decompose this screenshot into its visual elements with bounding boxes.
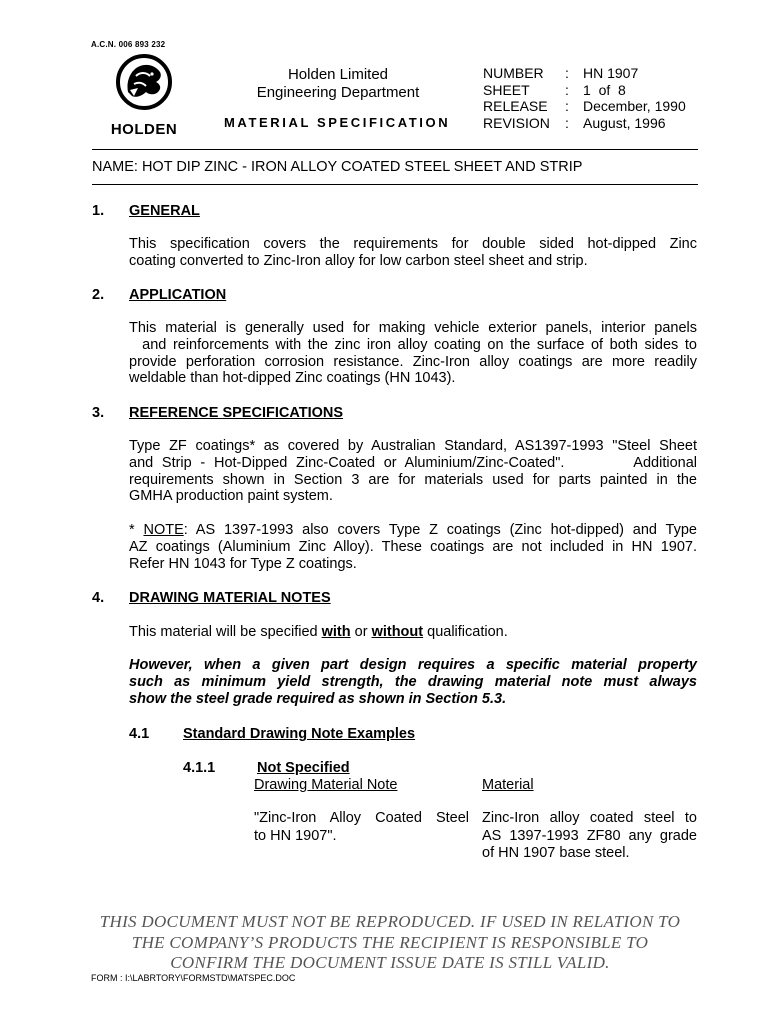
department-name: Engineering Department: [256, 84, 420, 101]
text-line: "Zinc-Iron Alloy Coated Steel: [254, 810, 469, 826]
logo-wordmark: HOLDEN: [110, 121, 178, 138]
section-number: 1.: [92, 203, 105, 219]
acn-number: A.C.N. 006 893 232: [91, 40, 166, 49]
meta-key: REVISION: [483, 114, 550, 131]
subsection-title: Not Specified: [257, 760, 350, 776]
text-line: GMHA production paint system.: [129, 488, 333, 505]
text-line: AS 1397-1993 ZF80 any grade: [482, 827, 697, 844]
text-line: coating converted to Zinc-Iron alloy for low carbon steel sheet and strip.: [129, 252, 588, 269]
reference-note: [129, 522, 697, 572]
meta-value: August, 1996: [583, 114, 666, 131]
text-line: and reinforcements with the zinc iron alloy coating on the surface of both sides to: [129, 336, 697, 353]
divider-bottom: [92, 184, 698, 185]
company-block: [250, 66, 426, 102]
text-line: of HN 1907 base steel.: [482, 845, 630, 861]
text-line: Type ZF coatings* as covered by Australian Standard, AS1397-1993 "Steel Sheet: [129, 438, 697, 454]
reproduction-warning: [60, 912, 720, 974]
material-cell: [482, 810, 697, 863]
section-reference-body: [129, 438, 697, 505]
section-number: 2.: [92, 287, 105, 303]
section-application-body: [129, 320, 697, 387]
meta-release: [483, 98, 686, 115]
meta-sep: :: [565, 98, 569, 114]
text-line: Zinc-Iron alloy coated steel to: [482, 810, 697, 826]
text-fragment: This material will be specified: [129, 624, 322, 640]
column-header-drawing-note: Drawing Material Note: [254, 777, 398, 793]
drawing-note-cell: [254, 810, 469, 845]
text-line: Refer HN 1043 for Type Z coatings.: [129, 555, 357, 572]
meta-sep: :: [565, 81, 569, 98]
meta-sheet: [483, 82, 686, 99]
meta-value: HN 1907: [583, 65, 639, 81]
document-meta: [483, 65, 686, 131]
holden-logo: [100, 52, 200, 140]
meta-revision: [483, 115, 686, 132]
form-path: FORM : I:\LABRTORY\FORMSTD\MATSPEC.DOC: [91, 973, 296, 983]
text-line: However, when a given part design requires a specific material property: [129, 657, 697, 673]
meta-value: December, 1990: [583, 98, 686, 114]
text-fragment: or: [350, 624, 372, 640]
section-title: DRAWING MATERIAL NOTES: [129, 590, 331, 606]
emphasis-with: with: [321, 624, 351, 640]
company-name: Holden Limited: [287, 66, 389, 83]
meta-key: NUMBER: [483, 65, 544, 81]
qualification-sentence: [129, 624, 697, 641]
text-line: to HN 1907".: [254, 827, 337, 844]
meta-value: 1 of 8: [583, 81, 626, 98]
text-line: and Strip - Hot-Dipped Zinc-Coated or Aluminium/Zinc-Coated". Additional: [129, 454, 697, 471]
subsection-4-1-1-heading: [183, 760, 350, 776]
meta-sep: :: [565, 114, 569, 131]
meta-number: [483, 65, 686, 82]
note-text: : AS 1397-1993 also covers Type Z coatings (Zinc hot-dipped) and Type: [183, 522, 697, 538]
meta-key: RELEASE: [483, 98, 548, 114]
text-line: This specification covers the requirements for double sided hot-dipped Zinc: [129, 236, 697, 252]
note-label: NOTE: [143, 522, 184, 538]
section-title: GENERAL: [129, 203, 200, 219]
text-line: show the steel grade required as shown in Section 5.3.: [129, 690, 507, 707]
emphasis-without: without: [371, 624, 424, 640]
column-header-material: Material: [482, 777, 534, 793]
subsection-number: 4.1.1: [183, 760, 216, 776]
note-line: [129, 522, 697, 539]
section-number: 4.: [92, 590, 105, 606]
document-type: MATERIAL SPECIFICATION: [224, 115, 451, 130]
divider-top: [92, 149, 698, 150]
section-number: 3.: [92, 405, 105, 421]
meta-sep: :: [565, 65, 569, 81]
warning-line: CONFIRM THE DOCUMENT ISSUE DATE IS STILL VALID.: [170, 953, 610, 972]
text-line: This material is generally used for making vehicle exterior panels, interior panels: [129, 320, 697, 336]
section-title: REFERENCE SPECIFICATIONS: [129, 405, 344, 421]
text-fragment: qualification.: [423, 624, 508, 640]
drawing-emphasis-note: [129, 657, 697, 707]
section-general-body: [129, 236, 697, 270]
text-line: requirements shown in Section 3 are for materials used for parts painted in the: [129, 471, 697, 488]
warning-line: THIS DOCUMENT MUST NOT BE REPRODUCED. IF USED IN RELATION TO: [99, 912, 681, 931]
text-line: weldable than hot-dipped Zinc coatings (HN 1043).: [129, 370, 456, 387]
subsection-title: Standard Drawing Note Examples: [183, 726, 416, 742]
text-line: such as minimum yield strength, the drawing material note must always: [129, 673, 697, 690]
subsection-4-1-heading: [129, 726, 416, 742]
lion-emblem-icon: [100, 52, 200, 140]
meta-key: SHEET: [483, 81, 530, 98]
text-line: provide perforation corrosion resistance. Zinc-Iron alloy coatings are more readily: [129, 353, 697, 370]
warning-line: THE COMPANY’S PRODUCTS THE RECIPIENT IS RESPONSIBLE TO: [131, 932, 649, 952]
note-prefix: *: [129, 522, 144, 538]
section-title: APPLICATION: [129, 287, 227, 303]
text-line: AZ coatings (Aluminium Zinc Alloy). These coatings are not included in HN 1907.: [129, 538, 697, 555]
spec-name: NAME: HOT DIP ZINC - IRON ALLOY COATED STEEL SHEET AND STRIP: [92, 159, 583, 175]
subsection-number: 4.1: [129, 726, 150, 742]
